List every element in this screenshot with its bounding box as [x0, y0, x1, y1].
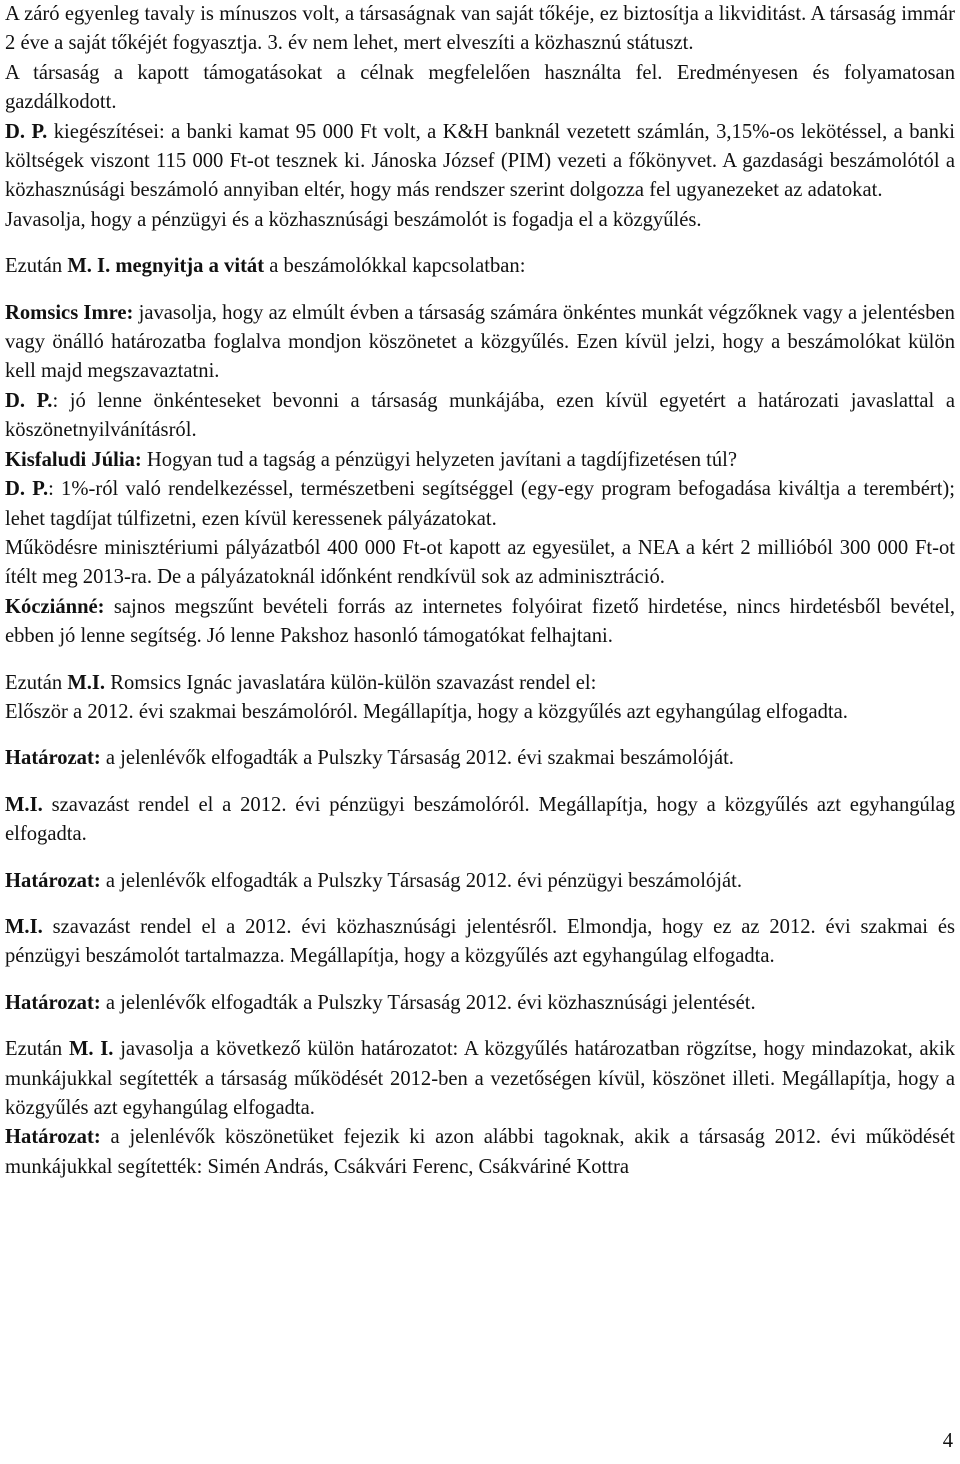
- text-run: Hogyan tud a tagság a pénzügyi helyzeten javítani a tagdíjfizetésen túl?: [141, 448, 738, 471]
- paragraph: [5, 118, 955, 206]
- bold-run: M. I.: [67, 255, 111, 278]
- text-run: kiegészítései: a banki kamat 95 000 Ft volt, a K&H banknál vezetett számlán, 3,15%-os lekötéssel, a banki költségek viszont 115 000 Ft-ot tesznek ki. Jánoska József (PIM) vezeti a főkönyvet. A gazdasági beszámolótól a közhasznúsági beszámoló annyiban eltér, hogy más rendszer szerint dolgozza fel ugyanezeket az adatokat.: [5, 120, 955, 202]
- text-run: javasolja, hogy az elmúlt évben a társaság számára önkéntes munkát végzőknek vagy a jelentésben vagy önálló határozatba foglalva mondjon köszönetet a közgyűlés. Ezen kívül jelzi, hogy a beszámolókat külön kell majd megszavaztatni.: [5, 301, 955, 383]
- text-run: a beszámolókkal kapcsolatban:: [264, 255, 526, 278]
- paragraph: [5, 593, 955, 652]
- document-page: [5, 0, 955, 1182]
- paragraph: [5, 698, 955, 727]
- paragraph: [5, 791, 955, 850]
- text-run: Ezután: [5, 671, 68, 694]
- text-run: Működésre minisztériumi pályázatból 400 000 Ft-ot kapott az egyesület, a NEA a kért 2 millióból 300 000 Ft-ot ítélt meg 2013-ra. De a pályázatoknál időnként rendkívül sok az adminisztráció.: [5, 536, 955, 589]
- paragraph: [5, 387, 955, 446]
- paragraph-spacer: [5, 727, 955, 744]
- text-run: A záró egyenleg tavaly is mínuszos volt, a társaságnak van saját tőkéje, ez biztosítja a likviditást. A társaság immár 2 éve a saját tőkéjét fogyasztja. 3. év nem lehet, mert elveszíti a közhasznú státuszt.: [5, 3, 955, 55]
- paragraph: [5, 534, 955, 593]
- paragraph: [5, 1035, 955, 1123]
- paragraph: [5, 867, 955, 896]
- page-number: 4: [942, 1430, 953, 1452]
- bold-run: M.I.: [67, 671, 106, 694]
- text-run: szavazást rendel el a 2012. évi pénzügyi beszámolóról. Megállapítja, hogy a közgyűlés azt egyhangúlag elfogadta.: [5, 793, 955, 846]
- text-run: a jelenlévők elfogadták a Pulszky Társaság 2012. évi pénzügyi beszámolóját.: [100, 869, 742, 892]
- paragraph: [5, 299, 955, 387]
- text-run: javasolja a következő külön határozatot: A közgyűlés határozatban rögzítse, hogy mindazokat, akik munkájukkal segítették a társaság működését 2012-ben a vezetőségen kívül, köszönet illeti. Megállapítja, hogy a közgyűlés azt egyhangúlag elfogadta.: [5, 1038, 955, 1119]
- text-run: Javasolja, hogy a pénzügyi és a közhasznúsági beszámolót is fogadja el a közgyűlés.: [5, 208, 702, 231]
- text-run: Először a 2012. évi szakmai beszámolóról. Megállapítja, hogy a közgyűlés azt egyhangúlag elfogadta.: [5, 700, 848, 723]
- text-run: A társaság a kapott támogatásokat a célnak megfelelően használta fel. Eredményesen és folyamatosan gazdálkodott.: [5, 61, 955, 114]
- bold-run: Kisfaludi Júlia:: [5, 448, 142, 471]
- paragraph: [5, 669, 955, 698]
- bold-run: Határozat:: [5, 869, 101, 892]
- text-run: a jelenlévők elfogadták a Pulszky Társaság 2012. évi szakmai beszámolóját.: [100, 747, 734, 770]
- bold-run: Határozat:: [5, 747, 101, 770]
- text-run: a jelenlévők elfogadták a Pulszky Társaság 2012. évi közhasznúsági jelentését.: [100, 991, 756, 1014]
- paragraph-spacer: [5, 235, 955, 252]
- bold-run: D. P.: [5, 120, 48, 143]
- paragraph-spacer: [5, 774, 955, 791]
- bold-run: Romsics Imre:: [5, 301, 134, 324]
- text-run: a jelenlévők köszönetüket fejezik ki azon alábbi tagoknak, akik a társaság 2012. évi működését munkájukkal segítették: Simén András, Csákvári Ferenc, Csákváriné Kottra: [5, 1126, 955, 1178]
- text-run: : jó lenne önkénteseket bevonni a társaság munkájába, ezen kívül egyetért a határozati javaslattal a köszönetnyilvánításról.: [5, 389, 955, 442]
- paragraph: [5, 446, 955, 475]
- paragraph: [5, 0, 955, 59]
- bold-run: Határozat:: [5, 1126, 101, 1149]
- text-run: Ezután: [5, 255, 68, 278]
- paragraph-spacer: [5, 652, 955, 669]
- bold-run: D. P.: [5, 478, 49, 501]
- bold-run: D. P.: [5, 389, 53, 412]
- paragraph-spacer: [5, 282, 955, 299]
- paragraph: [5, 252, 955, 281]
- text-run: Romsics Ignác javaslatára külön-külön szavazást rendel el:: [105, 671, 597, 694]
- paragraph-spacer: [5, 850, 955, 867]
- paragraph: [5, 913, 955, 972]
- bold-run: M.I.: [5, 915, 43, 938]
- bold-run: Kócziánné:: [5, 595, 105, 618]
- paragraph-spacer: [5, 972, 955, 989]
- bold-run: megnyitja a vitát: [115, 255, 265, 278]
- text-run: szavazást rendel el a 2012. évi közhasznúsági jelentésről. Elmondja, hogy ez az 2012. évi szakmai és pénzügyi beszámolót tartalmazza. Megállapítja, hogy a közgyűlés azt egyhangúlag elfogadta.: [5, 915, 955, 968]
- paragraph: [5, 1123, 955, 1182]
- bold-run: M.I.: [5, 793, 43, 816]
- paragraph-spacer: [5, 896, 955, 913]
- text-run: : 1%-ról való rendelkezéssel, természetbeni segítséggel (egy-egy program befogadása kiváltja a terembért); lehet tagdíjat túlfizetni, ezen kívül keressenek pályázatokat.: [5, 478, 955, 530]
- paragraph-spacer: [5, 1018, 955, 1035]
- paragraph: [5, 744, 955, 773]
- paragraph: [5, 475, 955, 534]
- bold-run: M. I.: [68, 1038, 114, 1061]
- text-run: Ezután: [5, 1038, 69, 1061]
- paragraph: [5, 206, 955, 235]
- paragraph: [5, 989, 955, 1018]
- paragraph: [5, 59, 955, 118]
- text-run: sajnos megszűnt bevételi forrás az internetes folyóirat fizető hirdetése, nincs hirdetésből bevétel, ebben jó lenne segítség. Jó lenne Pakshoz hasonló támogatókat felhajtani.: [5, 595, 955, 648]
- bold-run: Határozat:: [5, 991, 101, 1014]
